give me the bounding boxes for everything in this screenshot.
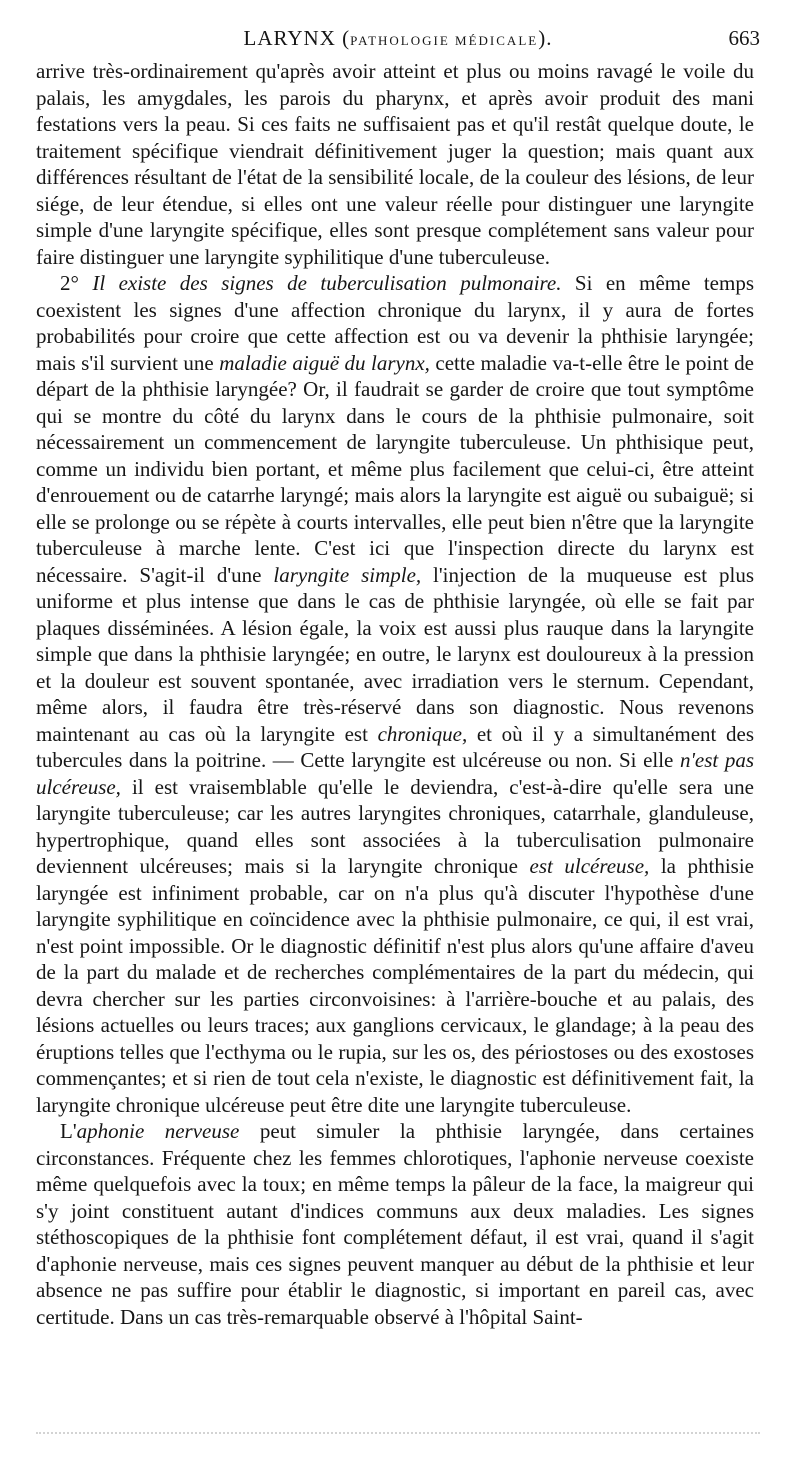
italic-text-run: chronique, xyxy=(377,721,468,746)
italic-text-run: laryngite simple, xyxy=(273,562,422,587)
italic-text-run: maladie aiguë du larynx, xyxy=(219,350,430,375)
page-number: 663 xyxy=(728,26,760,50)
italic-text-run: Il existe des signes de tuberculisation pulmonaire. xyxy=(92,271,562,295)
text-run: il est vraisemblable qu'elle le deviendra, c'est-à-dire qu'elle sera une laryngite tuberculeuse; car les autres laryngites chroniques, catarrhale, glanduleuse, hypertrophique, quand elles sont associées à la tuberculisation pulmonaire deviennent ulcéreuses; mais si la laryngite chronique xyxy=(36,774,754,878)
text-run: cette maladie va-t-elle être le point de départ de la phthisie laryngée? Or, il faudrait se garder de croire que tout symptôme qui se montre du côté du larynx dans le cours de la phthisie pulmonaire, soit nécessairement un commencement de laryngite tuberculeuse. Un phthisique peut, comme un individu bien portant, et même plus facilement que celui-ci, être atteint d'enrouement ou de catarrhe laryngé; mais alors la laryngite est aiguë ou subaiguë; si elle se prolonge ou se répète à courts intervalles, elle peut bien n'être que la laryngite tuberculeuse à marche lente. C'est ici que l'inspection directe du larynx est nécessaire. S'agit-il d'une xyxy=(36,350,754,587)
paragraph xyxy=(36,58,754,270)
text-run: L' xyxy=(60,1119,77,1143)
body-text xyxy=(36,58,754,1330)
text-run: l'injection de la muqueuse est plus uniforme et plus intense que dans le cas de phthisie laryngée, où elle se fait par plaques disséminées. A lésion égale, la voix est aussi plus rauque dans la laryngite simple que dans la phthisie laryngée; en outre, le larynx est douloureux à la pression et la douleur est souvent spontanée, avec irradiation vers le sternum. Cependant, même alors, il faudra être très-réservé dans son diagnostic. Nous revenons maintenant au cas où la laryngite est xyxy=(36,562,754,746)
italic-text-run: aphonie nerveuse xyxy=(76,1119,240,1143)
running-title xyxy=(36,26,760,51)
text-run: la phthisie laryngée est infiniment probable, car on n'a plus qu'à discuter l'hypothèse d'une laryngite syphilitique en coïncidence avec la phthisie pulmonaire, ce qui, il est vrai, n'est point impossible. Or le diagnostic définitif n'est plus alors qu'une affaire d'aveu de la part du malade et de recherches complémentaires de la part du médecin, qui devra chercher sur les parties circonvoisines: à l'arrière-bouche et au palais, des lésions actuelles ou leurs traces; aux ganglions cervicaux, le glandage; à la peau des éruptions telles que l'ecthyma ou le rupia, sur les os, des périostoses ou des exostoses commençantes; et si rien de tout cela n'existe, le diagnostic est définitivement fait, la laryngite chronique ulcéreuse peut être dite une laryngite tuberculeuse. xyxy=(36,854,755,1117)
text-run: peut simuler la phthisie laryngée, dans certaines circonstances. Fréquente chez les femmes chlorotiques, l'aphonie nerveuse coexiste même quelquefois avec la toux; en même temps la pâleur de la face, la maigreur qui s'y joint constituent autant d'indices communs aux deux maladies. Les signes stéthoscopiques de la phthisie font complétement défaut, il est vrai, quand il s'agit d'aphonie nerveuse, mais ces signes peuvent manquer au début de la phthisie et leur absence ne pas suffire pour établir le diagnostic, si important en pareil cas, avec certitude. Dans un cas très-remarquable observé à l'hôpital Saint- xyxy=(36,1119,754,1329)
running-title-main: LARYNX ( xyxy=(243,26,351,50)
paragraph xyxy=(36,270,754,1118)
text-run: et où il y a simultanément des tubercules dans la poitrine. — Cette laryngite est ulcéreuse ou non. Si elle xyxy=(36,721,754,772)
text-run: Si en même temps coexistent les signes d'une affection chronique du larynx, il y aura de fortes probabilités pour croire que cette affection est ou va devenir la phthisie laryngée; mais s'il survient une xyxy=(36,271,755,375)
running-title-subtitle: PATHOLOGIE MÉDICALE xyxy=(350,33,539,48)
paragraph xyxy=(36,1118,754,1330)
running-header xyxy=(36,26,760,56)
text-run: 2° xyxy=(60,271,93,295)
italic-text-run: est ulcéreuse, xyxy=(529,854,650,878)
page-bottom-edge xyxy=(36,1432,760,1438)
italic-text-run: n'est pas ulcéreuse, xyxy=(36,748,754,799)
running-title-end: ). xyxy=(538,26,553,50)
text-run: arrive très-ordinairement qu'après avoir atteint et plus ou moins ravagé le voile du palais, les amygdales, les parois du pharynx, et après avoir produit des mani festations vers la peau. Si ces faits ne suffisaient pas et qu'il restât quelque doute, le traitement spécifique viendrait définitivement juger la question; mais quant aux différences résultant de l'état de la sensibilité locale, de la couleur des lésions, de leur siége, de leur étendue, si elles ont une valeur réelle pour distinguer une laryngite simple d'une laryngite spécifique, elles sont presque complétement sans valeur pour faire distinguer une laryngite syphilitique d'une tuberculeuse. xyxy=(36,59,754,269)
